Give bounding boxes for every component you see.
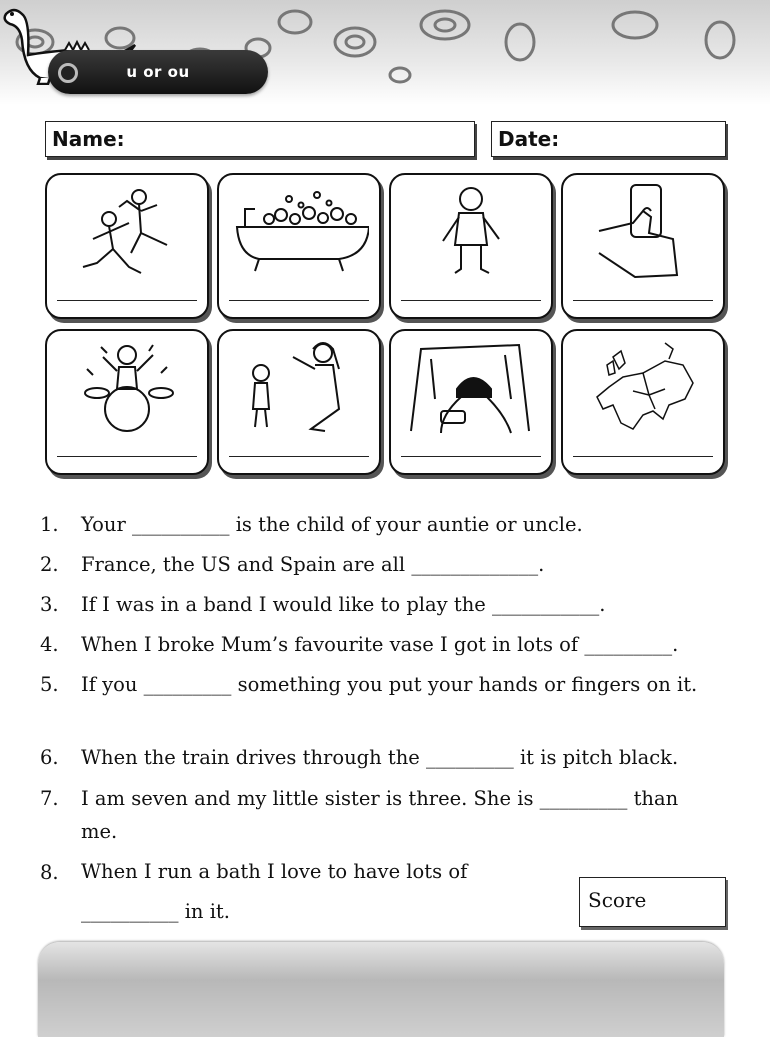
answer-line[interactable] [229, 300, 369, 301]
question-number: 4. [40, 633, 59, 656]
title-banner [48, 50, 268, 94]
picture-card-3 [389, 173, 553, 319]
mother-scolding-child-icon [229, 339, 369, 444]
train-tunnel-icon [401, 339, 541, 444]
question-number: 5. [40, 673, 59, 696]
bubble-bath-icon [229, 183, 369, 288]
question-number: 7. [40, 787, 59, 810]
picture-card-1 [45, 173, 209, 319]
answer-line[interactable] [401, 300, 541, 301]
children-running-icon [57, 183, 197, 288]
date-field[interactable] [491, 121, 726, 157]
picture-card-7 [389, 329, 553, 475]
map-of-europe-icon [573, 339, 713, 444]
question-text: Your __________ is the child of your auntie or uncle. [81, 513, 583, 536]
question-number: 3. [40, 593, 59, 616]
name-label: Name: [52, 127, 125, 151]
question-number: 2. [40, 553, 59, 576]
picture-card-4 [561, 173, 725, 319]
picture-card-8 [561, 329, 725, 475]
page-title: u or ou [126, 63, 190, 81]
answer-line[interactable] [573, 300, 713, 301]
answer-line[interactable] [573, 456, 713, 457]
footer-band [38, 942, 724, 1037]
answer-line[interactable] [229, 456, 369, 457]
answer-line[interactable] [57, 300, 197, 301]
score-box[interactable] [579, 877, 726, 927]
picture-card-2 [217, 173, 381, 319]
finger-touching-phone-icon [573, 183, 713, 288]
question-text: If I was in a band I would like to play the ___________. [81, 593, 606, 616]
question-text: France, the US and Spain are all _____________. [81, 553, 545, 576]
question-text: I am seven and my little sister is three. She is _________ than me. [81, 787, 679, 843]
answer-line[interactable] [401, 456, 541, 457]
question-text: When the train drives through the _________ it is pitch black. [81, 746, 679, 769]
question-text: When I run a bath I love to have lots of __________ in it. [81, 860, 468, 923]
question-text: If you _________ something you put your hands or fingers on it. [81, 673, 698, 696]
picture-card-6 [217, 329, 381, 475]
boy-standing-icon [401, 183, 541, 288]
question-number: 6. [40, 746, 59, 769]
boy-playing-drums-icon [57, 339, 197, 444]
score-label: Score [588, 888, 647, 912]
picture-card-5 [45, 329, 209, 475]
question-text: When I broke Mum’s favourite vase I got in lots of _________. [81, 633, 679, 656]
date-label: Date: [498, 127, 560, 151]
answer-line[interactable] [57, 456, 197, 457]
name-field[interactable] [45, 121, 475, 157]
question-number: 1. [40, 513, 59, 536]
question-number: 8. [40, 861, 59, 884]
